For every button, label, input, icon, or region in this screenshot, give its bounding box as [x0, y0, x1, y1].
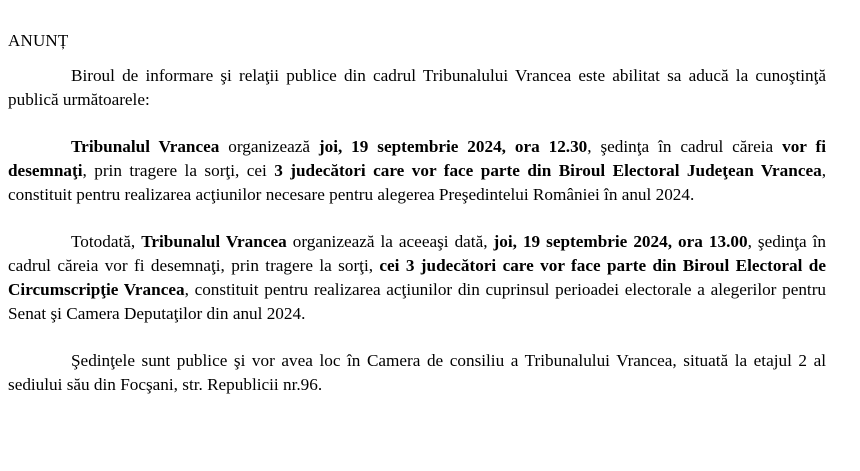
circumscription-bureau-text: cei 3 judecători care vor face parte din Biroul Electoral de Circumscripţie Vrancea: [8, 256, 826, 299]
text-span: , constituit pentru realizarea acţiunilor necesare pentru alegerea Preşedintelui României în anul 2024.: [8, 161, 826, 204]
court-name: Tribunalul Vrancea: [71, 137, 220, 156]
text-span: organizează: [219, 137, 319, 156]
emphasis-text: vor fi desemnaţi: [8, 137, 826, 180]
second-session-datetime: joi, 19 septembrie 2024, ora 13.00: [493, 232, 748, 251]
announcement-document: [8, 30, 826, 397]
second-session-paragraph: [8, 230, 826, 326]
text-span: , şedinţa în cadrul căreia vor fi desemnaţi, prin tragere la sorţi,: [8, 232, 826, 275]
text-span: Totodată,: [71, 232, 142, 251]
county-bureau-text: 3 judecători care vor face parte din Biroul Electoral Judeţean Vrancea: [274, 161, 822, 180]
first-session-datetime: joi, 19 septembrie 2024, ora 12.30: [318, 137, 588, 156]
announcement-title: ANUNȚ: [8, 31, 69, 50]
text-span: , constituit pentru realizarea acţiunilor din cuprinsul perioadei electorale a alegerilor pentru Senat şi Camera Deputaţilor din anul 2024.: [8, 280, 827, 323]
text-span: , şedinţa în cadrul căreia: [587, 137, 783, 156]
intro-paragraph: Biroul de informare şi relaţii publice din cadrul Tribunalului Vrancea este abilitat sa aducă la cunoştinţă publică următoarele:: [8, 66, 826, 109]
text-span: organizează la aceeaşi dată,: [286, 232, 494, 251]
first-session-paragraph: [8, 135, 826, 207]
court-name: Tribunalul Vrancea: [141, 232, 287, 251]
venue-paragraph: Şedinţele sunt publice şi vor avea loc în Camera de consiliu a Tribunalului Vrancea, situată la etajul 2 al sediului său din Focşani, str. Republicii nr.96.: [8, 351, 826, 394]
text-span: , prin tragere la sorţi, cei: [82, 161, 275, 180]
